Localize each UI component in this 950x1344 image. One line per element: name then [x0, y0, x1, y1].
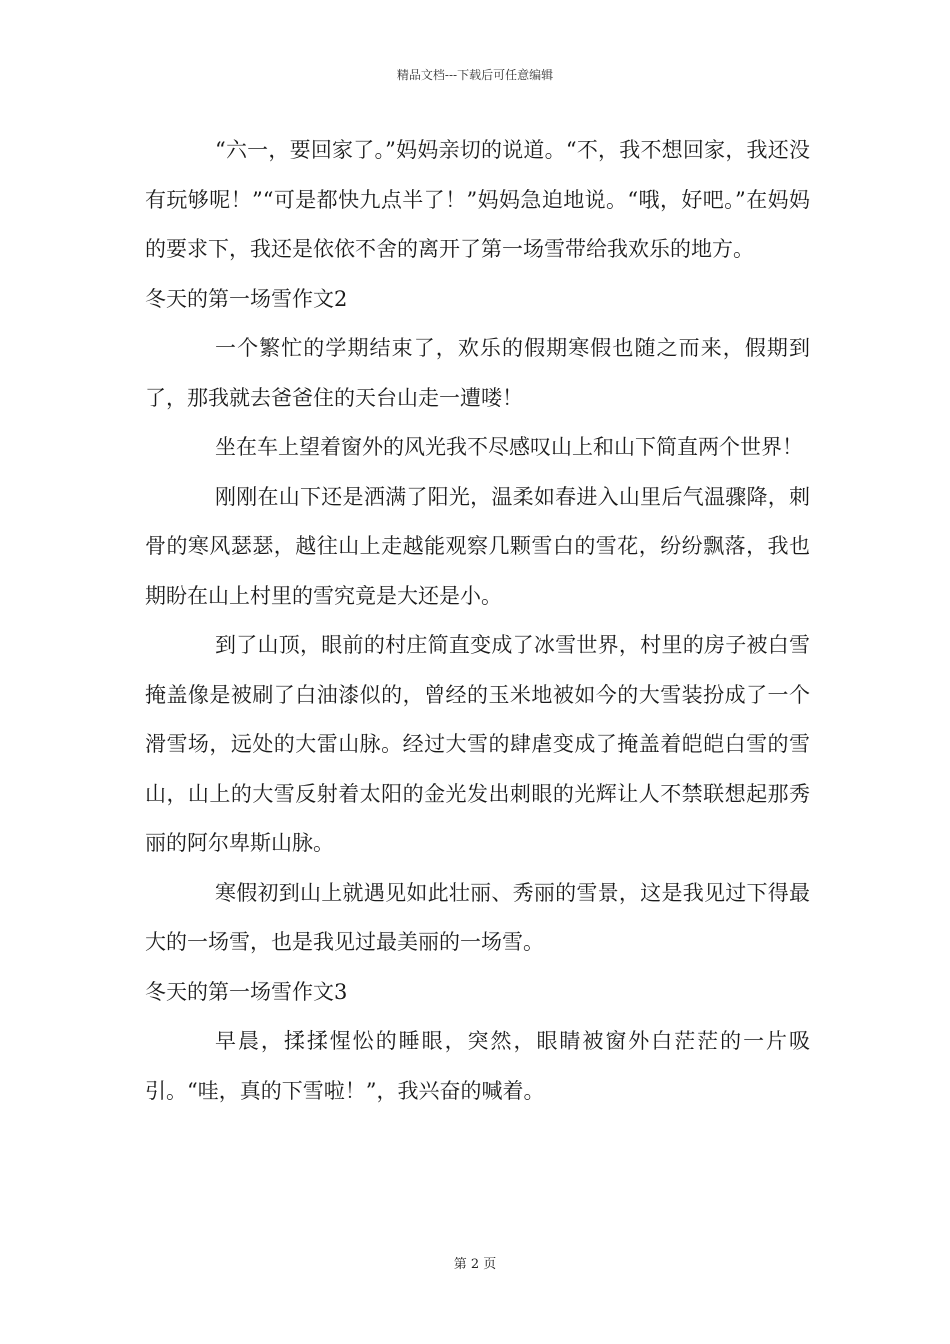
paragraph: 到了山顶，眼前的村庄简直变成了冰雪世界，村里的房子被白雪掩盖像是被刷了白油漆似的，曾经的玉米地被如今的大雪装扮成了一个滑雪场，远处的大雷山脉。经过大雪的肆虐变成了掩盖着皑皑白雪的雪山，山上的大雪反射着太阳的金光发出刺眼的光辉让人不禁联想起那秀丽的阿尔卑斯山脉。	[145, 633, 810, 855]
paragraph: 坐在车上望着窗外的风光我不尽感叹山上和山下简直两个世界！	[215, 435, 803, 459]
document-body	[145, 126, 810, 1116]
paragraph: 刚刚在山下还是洒满了阳光，温柔如春进入山里后气温骤降，刺骨的寒风瑟瑟，越往山上走越能观察几颗雪白的雪花，纷纷飘落，我也期盼在山上村里的雪究竟是大还是小。	[145, 484, 810, 608]
paragraph: “六一，要回家了。”妈妈亲切的说道。“不，我不想回家，我还没有玩够呢！”“可是都快九点半了！”妈妈急迫地说。“哦，好吧。”在妈妈的要求下，我还是依依不舍的离开了第一场雪带给我欢乐的地方。	[145, 138, 810, 261]
page-header: 精品文档---下载后可任意编辑	[396, 68, 554, 82]
paragraph: 一个繁忙的学期结束了，欢乐的假期寒假也随之而来，假期到了，那我就去爸爸住的天台山走一遭喽！	[145, 336, 810, 410]
paragraph: 寒假初到山上就遇见如此壮丽、秀丽的雪景，这是我见过下得最大的一场雪，也是我见过最美丽的一场雪。	[145, 880, 810, 954]
paragraph: 早晨，揉揉惺忪的睡眼，突然，眼睛被窗外白茫茫的一片吸引。“哇，真的下雪啦！”，我兴奋的喊着。	[145, 1029, 810, 1103]
page-number: 第 2 页	[453, 1257, 497, 1272]
section-heading: 冬天的第一场雪作文3	[145, 979, 348, 1004]
section-heading: 冬天的第一场雪作文2	[145, 286, 348, 311]
